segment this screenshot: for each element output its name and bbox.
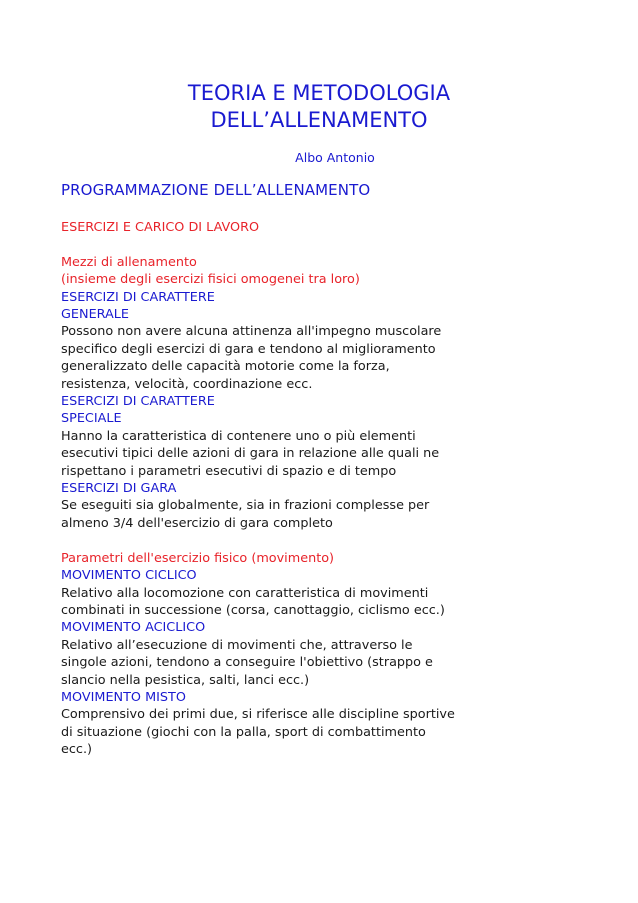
aciclico-text-line: slancio nella pesistica, salti, lanci ecc.) [61, 672, 310, 688]
gara-text-line: Se eseguiti sia globalmente, sia in frazioni complesse per [61, 498, 430, 514]
misto-text-line: di situazione (giochi con la palla, sport di combattimento [61, 724, 426, 740]
misto-text-line: ecc.) [61, 742, 93, 758]
mezzi-subtitle: (insieme degli esercizi fisici omogenei tra loro) [61, 272, 360, 288]
speciale-label-line-2: SPECIALE [61, 411, 122, 427]
generale-text-line: Possono non avere alcuna attinenza all'impegno muscolare [61, 324, 442, 340]
misto-text-line: Comprensivo dei primi due, si riferisce alle discipline sportive [61, 707, 455, 723]
speciale-text-line: rispettano i parametri esecutivi di spazio e di tempo [61, 463, 397, 479]
ciclico-text-line: Relativo alla locomozione con caratteristica di movimenti [61, 585, 429, 601]
spacer [61, 532, 581, 549]
mezzi-title: Mezzi di allenamento [61, 254, 197, 270]
generale-text-line: specifico degli esercizi di gara e tendono al miglioramento [61, 341, 436, 357]
spacer [61, 236, 581, 253]
section-heading: PROGRAMMAZIONE DELL’ALLENAMENTO [61, 181, 371, 199]
generale-label-line-2: GENERALE [61, 307, 130, 323]
speciale-text-line: Hanno la caratteristica di contenere uno o più elementi [61, 428, 416, 444]
subheading: ESERCIZI E CARICO DI LAVORO [61, 220, 260, 235]
generale-label-line-1: ESERCIZI DI CARATTERE [61, 289, 215, 305]
generale-text-line: resistenza, velocità, coordinazione ecc. [61, 376, 313, 392]
gara-label: ESERCIZI DI GARA [61, 481, 177, 497]
gara-text-line: almeno 3/4 dell'esercizio di gara completo [61, 515, 333, 531]
ciclico-text-line: combinati in successione (corsa, canottaggio, ciclismo ecc.) [61, 602, 445, 618]
speciale-label-line-1: ESERCIZI DI CARATTERE [61, 394, 215, 410]
document-title-line-2: DELL’ALLENAMENTO [210, 108, 428, 132]
aciclico-text-line: Relativo all’esecuzione di movimenti che, attraverso le [61, 637, 413, 653]
ciclico-label: MOVIMENTO CICLICO [61, 568, 197, 584]
speciale-text-line: esecutivi tipici delle azioni di gara in relazione alle quali ne [61, 446, 440, 462]
generale-text-line: generalizzato delle capacità motorie come la forza, [61, 359, 390, 375]
aciclico-text-line: singole azioni, tendono a conseguire l'obiettivo (strappo e [61, 655, 433, 671]
document-title-line-1: TEORIA E METODOLOGIA [187, 81, 451, 105]
document-body [61, 219, 581, 759]
misto-label: MOVIMENTO MISTO [61, 689, 186, 705]
aciclico-label: MOVIMENTO ACICLICO [61, 620, 206, 636]
document-author: Albo Antonio [295, 150, 375, 165]
parametri-title: Parametri dell'esercizio fisico (movimento) [61, 550, 335, 566]
